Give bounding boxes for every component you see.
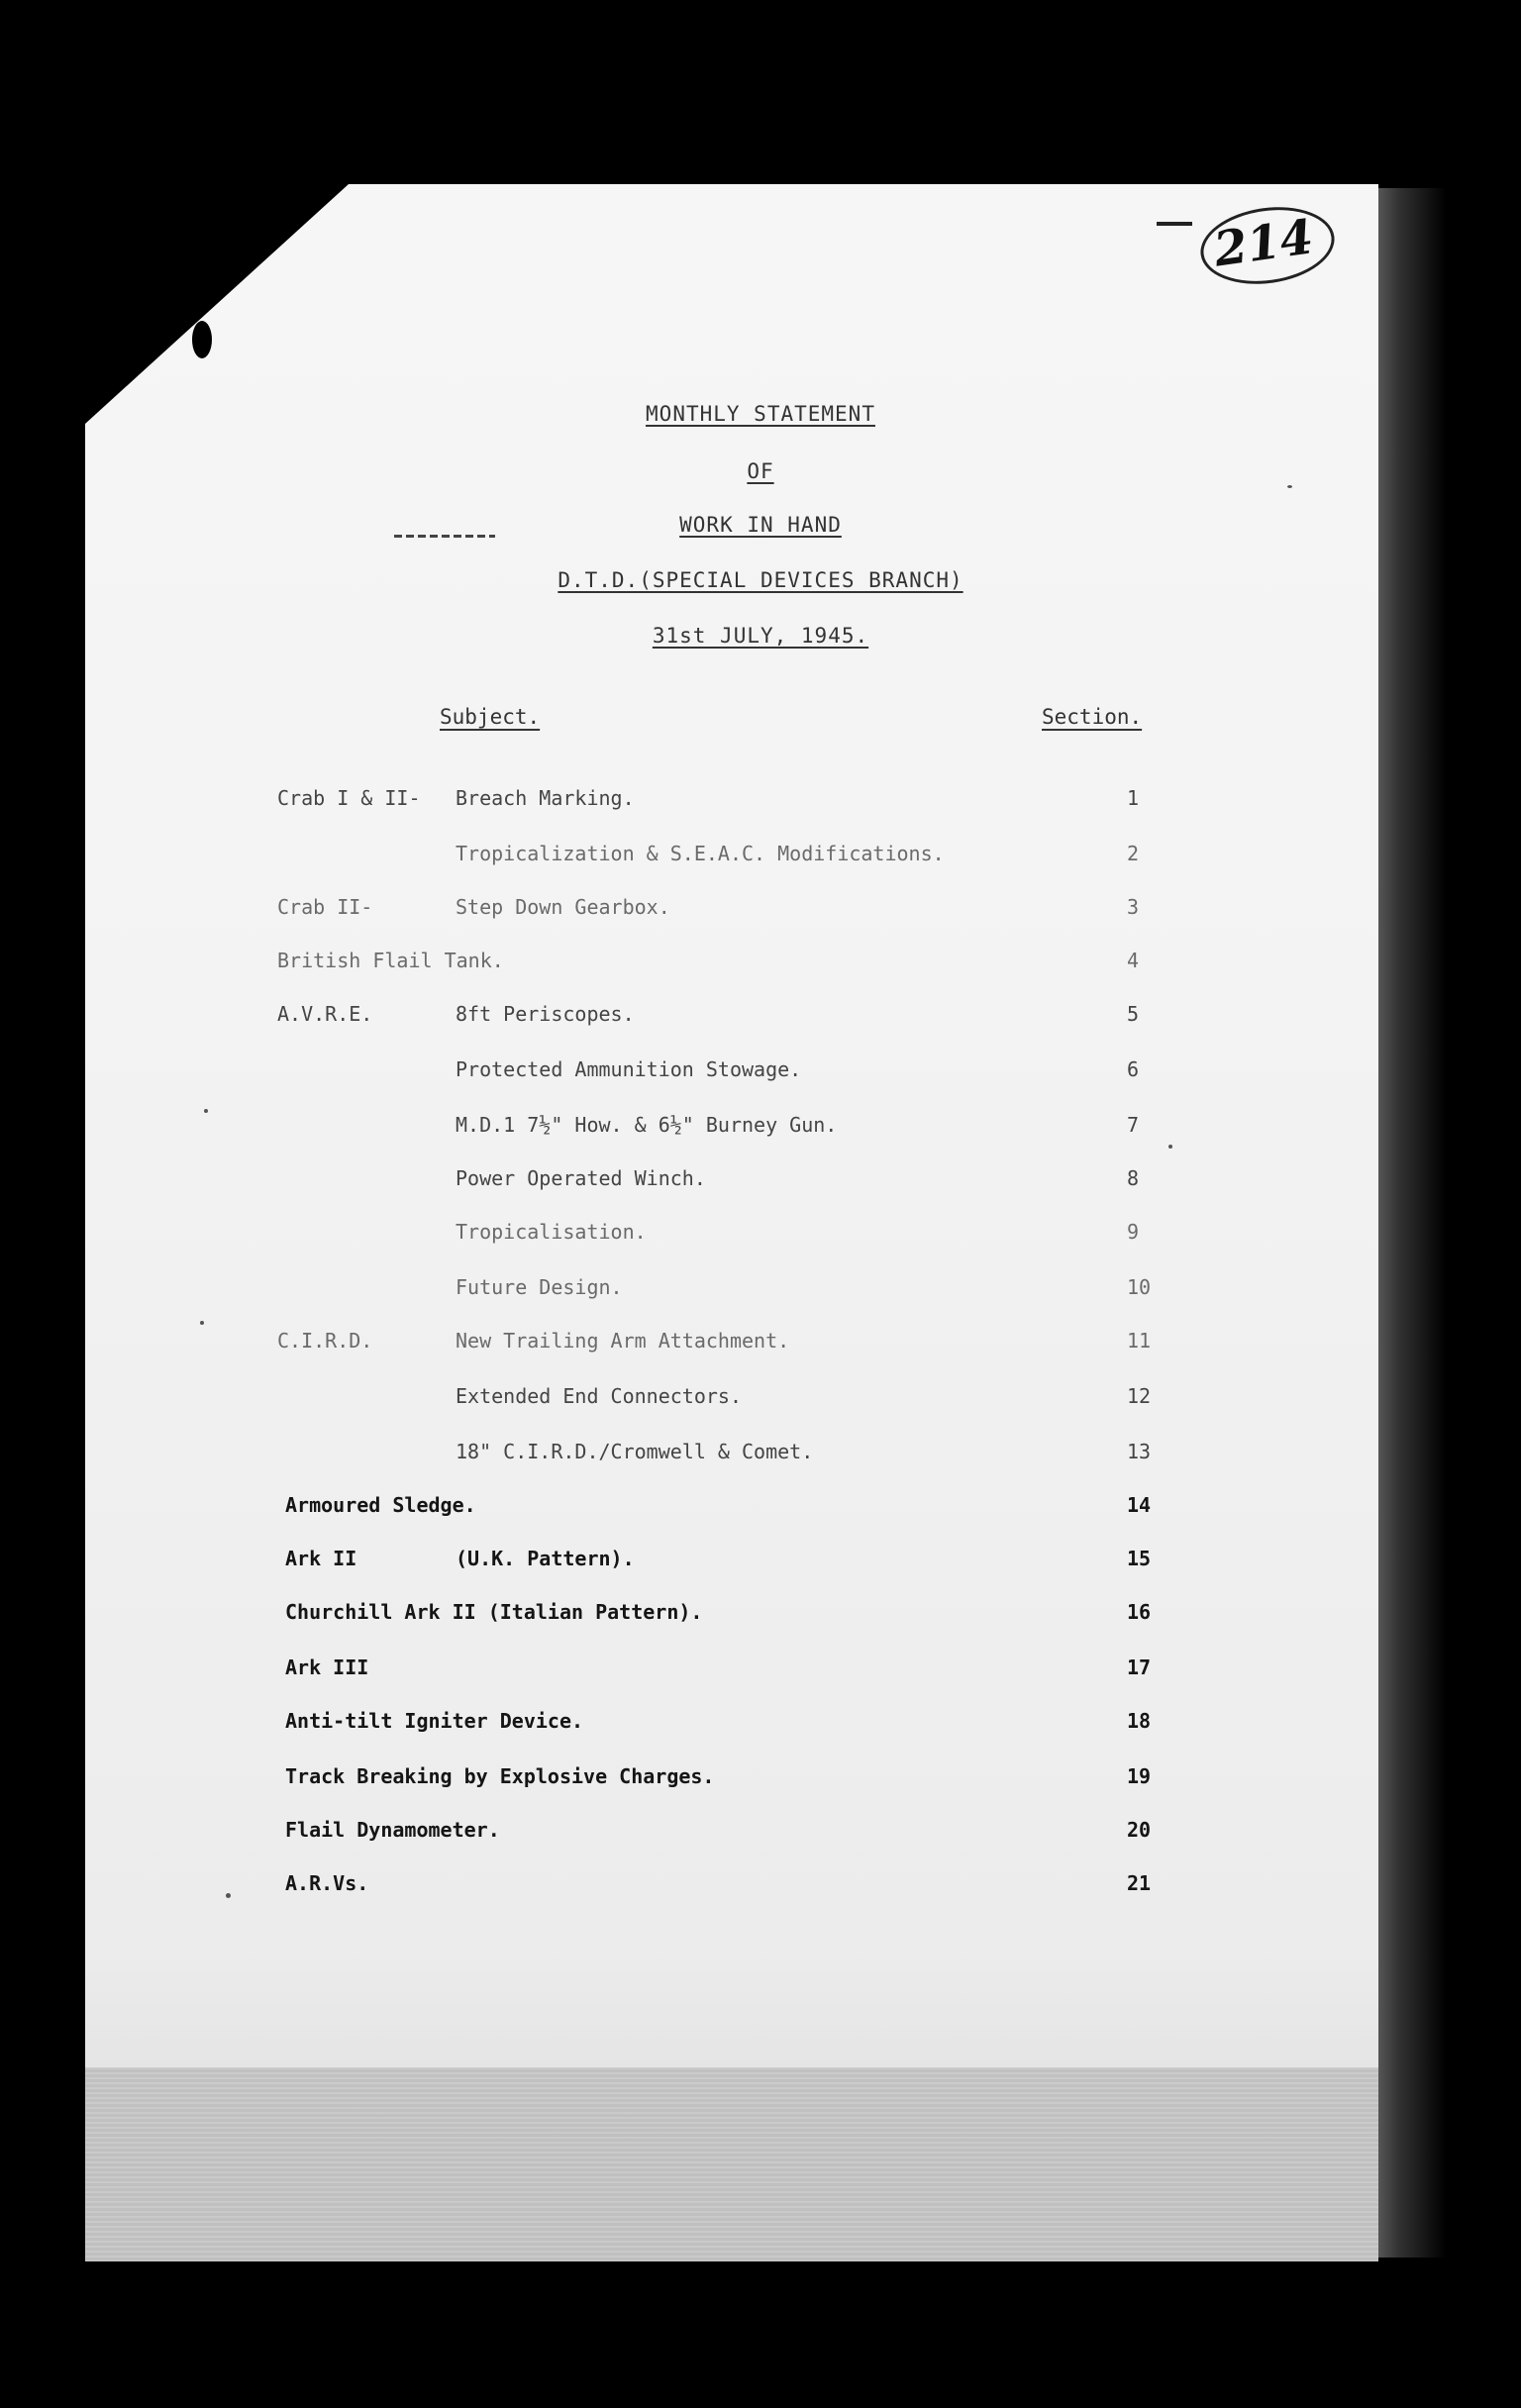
row-section: 17 xyxy=(1127,1656,1152,1679)
row-section: 10 xyxy=(1127,1275,1152,1299)
row-subject: Step Down Gearbox. xyxy=(456,895,670,919)
table-row xyxy=(0,1493,1521,1527)
row-section: 15 xyxy=(1127,1547,1152,1570)
table-row xyxy=(0,1764,1521,1798)
scan-speck xyxy=(226,1893,231,1898)
table-row xyxy=(0,1656,1521,1689)
row-section: 7 xyxy=(1127,1113,1140,1137)
row-category: Ark II xyxy=(285,1547,357,1570)
row-subject: Power Operated Winch. xyxy=(456,1166,706,1190)
row-section: 18 xyxy=(1127,1709,1152,1733)
table-row xyxy=(0,1220,1521,1254)
row-subject: Future Design. xyxy=(456,1275,623,1299)
row-section: 2 xyxy=(1127,842,1140,865)
scan-speck xyxy=(204,1109,208,1113)
row-section: 6 xyxy=(1127,1057,1140,1081)
row-subject: Flail Dynamometer. xyxy=(285,1818,500,1842)
row-section: 19 xyxy=(1127,1764,1152,1788)
row-section: 4 xyxy=(1127,949,1140,972)
row-subject: Anti-tilt Igniter Device. xyxy=(285,1709,584,1733)
row-section: 9 xyxy=(1127,1220,1140,1244)
table-row xyxy=(0,949,1521,982)
row-subject: Track Breaking by Explosive Charges. xyxy=(285,1764,715,1788)
table-row xyxy=(0,1113,1521,1147)
section-column-heading: Section. xyxy=(1042,705,1143,729)
table-row xyxy=(0,842,1521,875)
row-subject: Armoured Sledge. xyxy=(285,1493,476,1517)
heading-line-5: 31st JULY, 1945. xyxy=(652,624,869,648)
table-row xyxy=(0,1329,1521,1362)
row-category: Crab I & II- xyxy=(277,786,421,810)
row-section: 11 xyxy=(1127,1329,1152,1353)
folio-dash xyxy=(1157,222,1192,226)
heading-line-4: D.T.D.(SPECIAL DEVICES BRANCH) xyxy=(558,568,963,592)
row-section: 20 xyxy=(1127,1818,1152,1842)
row-section: 3 xyxy=(1127,895,1140,919)
row-category: Crab II- xyxy=(277,895,373,919)
table-row xyxy=(0,1166,1521,1200)
table-row xyxy=(0,1871,1521,1905)
row-section: 13 xyxy=(1127,1440,1152,1463)
table-row xyxy=(0,1818,1521,1852)
row-section: 5 xyxy=(1127,1002,1140,1026)
table-row xyxy=(0,786,1521,820)
row-category: C.I.R.D. xyxy=(277,1329,373,1353)
row-subject: Tropicalization & S.E.A.C. Modifications. xyxy=(456,842,945,865)
table-row xyxy=(0,1709,1521,1743)
scan-speck xyxy=(200,1321,204,1325)
table-row xyxy=(0,1275,1521,1309)
heading-line-1: MONTHLY STATEMENT xyxy=(646,402,875,426)
row-subject: M.D.1 7½" How. & 6½" Burney Gun. xyxy=(456,1113,838,1137)
subject-column-heading: Subject. xyxy=(440,705,541,729)
row-subject: Churchill Ark II (Italian Pattern). xyxy=(285,1600,703,1624)
row-section: 1 xyxy=(1127,786,1140,810)
row-subject: 8ft Periscopes. xyxy=(456,1002,635,1026)
heading-line-3: WORK IN HAND xyxy=(679,513,842,537)
table-row xyxy=(0,1002,1521,1036)
table-row xyxy=(0,1440,1521,1473)
row-subject: Extended End Connectors. xyxy=(456,1384,742,1408)
row-subject: 18" C.I.R.D./Cromwell & Comet. xyxy=(456,1440,814,1463)
row-subject: British Flail Tank. xyxy=(277,949,504,972)
row-subject: (U.K. Pattern). xyxy=(456,1547,635,1570)
heading-line-2: OF xyxy=(747,459,774,483)
row-section: 21 xyxy=(1127,1871,1152,1895)
row-section: 12 xyxy=(1127,1384,1152,1408)
page-bottom-band xyxy=(85,2067,1378,2261)
punch-hole-mark xyxy=(192,321,212,358)
scan-speck xyxy=(1168,1145,1172,1149)
folio-number: 214 xyxy=(1210,209,1317,278)
row-subject: Breach Marking. xyxy=(456,786,635,810)
scan-speck xyxy=(1287,485,1292,488)
row-section: 14 xyxy=(1127,1493,1152,1517)
row-section: 16 xyxy=(1127,1600,1152,1624)
table-row xyxy=(0,1547,1521,1580)
row-subject: New Trailing Arm Attachment. xyxy=(456,1329,790,1353)
row-subject: A.R.Vs. xyxy=(285,1871,369,1895)
row-subject: Protected Ammunition Stowage. xyxy=(456,1057,802,1081)
table-row xyxy=(0,895,1521,929)
row-section: 8 xyxy=(1127,1166,1140,1190)
table-row xyxy=(0,1384,1521,1418)
row-subject: Tropicalisation. xyxy=(456,1220,647,1244)
row-subject: Ark III xyxy=(285,1656,369,1679)
table-row xyxy=(0,1600,1521,1634)
row-category: A.V.R.E. xyxy=(277,1002,373,1026)
table-row xyxy=(0,1057,1521,1091)
